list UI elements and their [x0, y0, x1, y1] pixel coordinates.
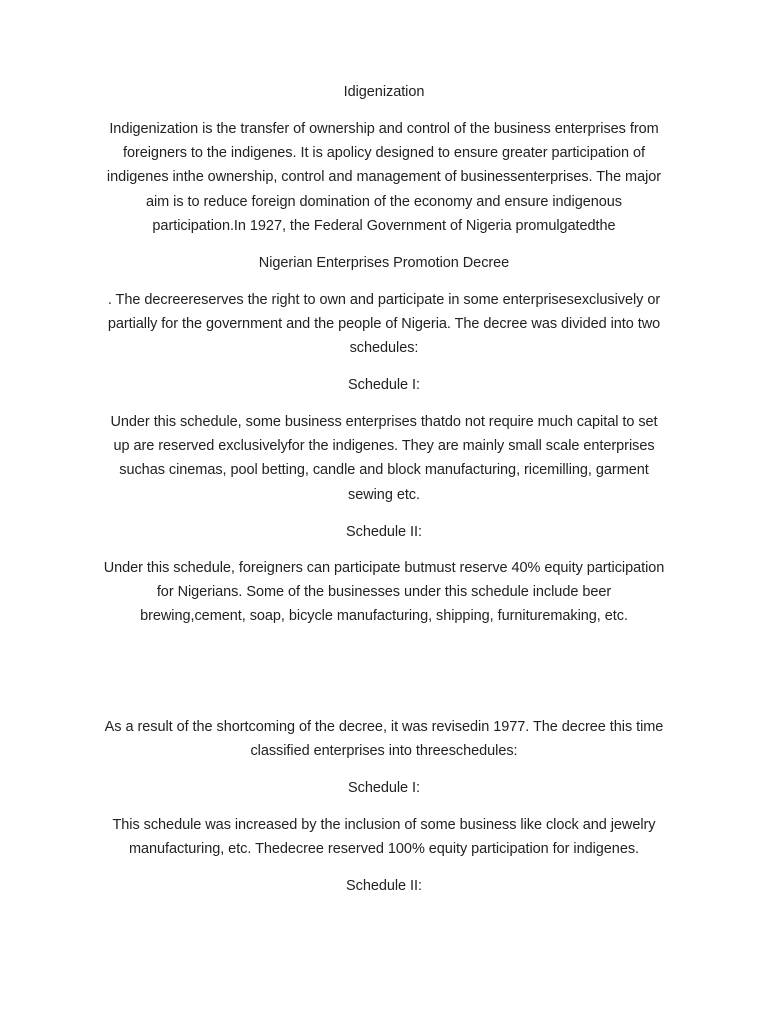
- schedule-2-heading: Schedule II:: [346, 524, 422, 540]
- document-title: Idigenization: [343, 84, 425, 100]
- revised-schedule-1-paragraph: This schedule was increased by the inclusion of some business like clock and jewelry manufacturing, etc. Thedecree reserved 100% equity participation for indigenes.: [112, 817, 656, 858]
- schedule-1-heading: Schedule I:: [348, 377, 420, 393]
- revision-paragraph: As a result of the shortcoming of the decree, it was revisedin 1977. The decree this time classified enterprises into threeschedules:: [104, 719, 664, 760]
- schedule-2-paragraph: Under this schedule, foreigners can participate butmust reserve 40% equity participation for Nigerians. Some of the businesses under this schedule include beer brewing,cement, soap, bicycle manufacturing, shipping, furnituremaking, etc.: [103, 560, 665, 625]
- schedule-1-paragraph: Under this schedule, some business enterprises thatdo not require much capital to set up are reserved exclusivelyfor the indigenes. They are mainly small scale enterprises suchas cinemas, pool betting, candle and block manufacturing, ricemilling, garment sewing etc.: [110, 414, 658, 503]
- decree-paragraph: . The decreereserves the right to own and participate in some enterprisesexclusively or partially for the government and the people of Nigeria. The decree was divided into two schedules:: [107, 292, 661, 357]
- revised-schedule-2-heading: Schedule II:: [346, 878, 422, 894]
- revised-schedule-1-heading: Schedule I:: [348, 780, 420, 796]
- intro-paragraph: Indigenization is the transfer of ownership and control of the business enterprises from foreigners to the indigenes. It is apolicy designed to ensure greater participation of indigenes inthe ownership, control and management of businessenterprises. The major aim is to reduce foreign domination of the economy and ensure indigenous participation.In 1927, the Federal Government of Nigeria promulgatedthe: [106, 121, 662, 234]
- decree-name: Nigerian Enterprises Promotion Decree: [258, 255, 510, 271]
